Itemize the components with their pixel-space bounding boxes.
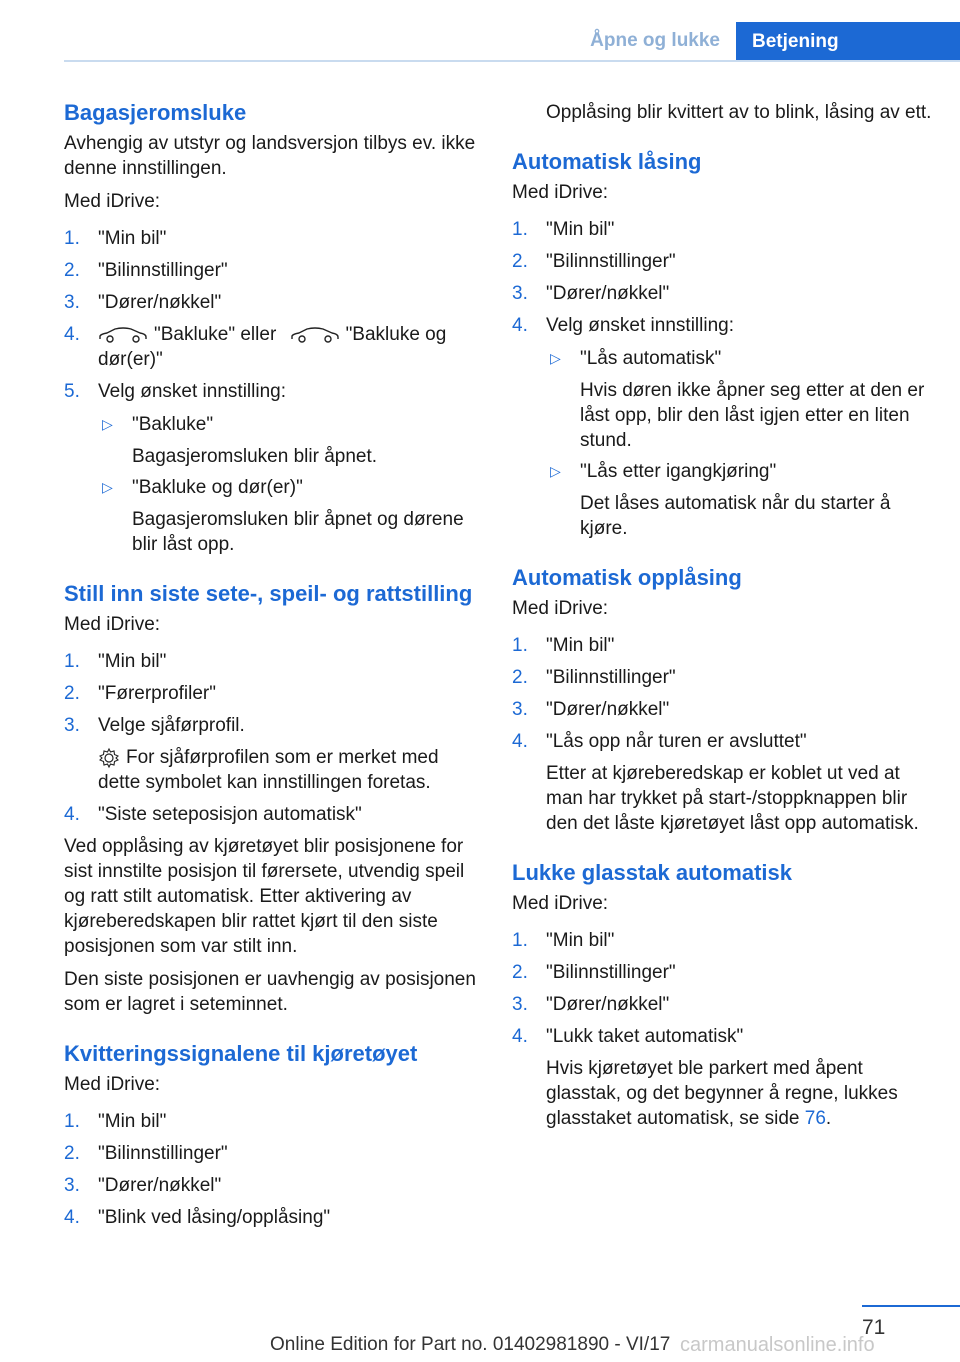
list-item: 4. "Lukk taket automatisk" Hvis kjøretøyet ble parkert med åpent glasstak, og det begynner å regne, lukkes glasstaket automatisk, se side 76. [512, 1026, 898, 1129]
sub-list [98, 412, 482, 557]
list-item: 2. "Bilinnstillinger" [512, 962, 676, 983]
page-link[interactable]: 76 [804, 1108, 826, 1129]
edition-text: Online Edition for Part no. 01402981890 - VI/17 [270, 1334, 671, 1355]
footer-rule [862, 1305, 960, 1307]
steps-list [64, 226, 482, 557]
list-item: 2. "Bilinnstillinger" [512, 667, 676, 688]
heading-lukke-glasstak: Lukke glasstak automatisk [512, 860, 793, 885]
gear-icon [98, 747, 120, 769]
list-item: 4. "Bakluke" eller "Bakluke og dør(er)" [64, 324, 447, 370]
list-item: 1. "Min bil" [64, 228, 167, 249]
list-item: 1. "Min bil" [512, 930, 615, 951]
list-item: 4. "Blink ved låsing/opplåsing" [64, 1207, 331, 1228]
triangle-bullet-icon: ▷ [102, 479, 113, 495]
left-column [64, 100, 482, 1237]
list-item: 3. Velge sjåførprofil. For sjåførprofilen som er merket med dette symbolet kan innstillingen foretas. [64, 713, 482, 795]
list-item: 3. "Dører/nøkkel" [64, 292, 222, 313]
sub-item: ▷ "Bakluke og dør(er)" Bagasjeromsluken blir åpnet og dørene blir låst opp. [102, 477, 464, 555]
list-item: 5. Velg ønsket innstilling: ▷ "Bakluke" Bagasjeromsluken blir åpnet. ▷ "Bakluke og dør(er)" Bagasjeromsluken blir åpnet og dørene blir låst opp. [64, 379, 482, 557]
paragraph: Ved opplåsing av kjøretøyet blir posisjonene for sist innstilte posisjon til førersete, utvendig speil og ratt stilt automatisk. Etter aktivering av kjøreberedskapen blir rattet kjørt til den siste posisjonen som var stilt inn. [64, 836, 465, 957]
sub-item: ▷ "Lås etter igangkjøring" Det låses automatisk når du starter å kjøre. [550, 461, 891, 539]
header-tab: Betjening [736, 22, 960, 60]
steps-list [512, 633, 932, 836]
list-item: 4. Velg ønsket innstilling: ▷ "Lås automatisk" Hvis døren ikke åpner seg etter at den er låst opp, blir den låst igjen etter en liten stund. ▷ "Lås etter igangkjøring" Det låses automatisk når du starter å kjøre. [512, 313, 932, 541]
page-header [0, 0, 960, 62]
car-trunk-doors-icon [290, 326, 340, 344]
med-idrive: Med iDrive: [512, 182, 609, 203]
list-item: 1. "Min bil" [64, 1111, 167, 1132]
list-item: 3. "Dører/nøkkel" [512, 994, 670, 1015]
steps-list [64, 649, 482, 827]
med-idrive: Med iDrive: [64, 614, 161, 635]
list-item: 2. "Bilinnstillinger" [64, 260, 228, 281]
list-item: 3. "Dører/nøkkel" [512, 283, 670, 304]
header-section: Åpne og lukke [590, 30, 720, 51]
list-item: 1. "Min bil" [512, 219, 615, 240]
triangle-bullet-icon: ▷ [550, 350, 561, 366]
header-rule [64, 60, 960, 62]
list-item: 1. "Min bil" [64, 651, 167, 672]
med-idrive: Med iDrive: [512, 598, 609, 619]
med-idrive: Med iDrive: [64, 1074, 161, 1095]
triangle-bullet-icon: ▷ [102, 416, 113, 432]
heading-automatisk-lasing: Automatisk låsing [512, 149, 702, 174]
note: For sjåførprofilen som er merket med dette symbolet kan innstillingen foretas. [98, 747, 439, 793]
right-column [512, 100, 932, 1138]
sub-item: ▷ "Lås automatisk" Hvis døren ikke åpner seg etter at den er låst opp, blir den låst igjen etter en liten stund. [550, 348, 925, 451]
list-item: 4. "Lås opp når turen er avsluttet" Etter at kjøreberedskap er koblet ut ved at man har trykket på start-/stoppknappen blir den det låste kjøretøyet låst opp automatisk. [512, 731, 919, 834]
med-idrive: Med iDrive: [64, 191, 161, 212]
paragraph: Den siste posisjonen er uavhengig av posisjonen som er lagret i seteminnet. [64, 969, 476, 1015]
car-trunk-icon [98, 326, 148, 344]
watermark: carmanualsonline.info [680, 1334, 875, 1356]
list-item: 4. "Siste seteposisjon automatisk" [64, 804, 362, 825]
sub-list [546, 346, 932, 541]
sub-item: ▷ "Bakluke" Bagasjeromsluken blir åpnet. [102, 414, 378, 467]
heading-bagasjeromsluke: Bagasjeromsluke [64, 100, 247, 125]
list-item: 2. "Bilinnstillinger" [64, 1143, 228, 1164]
heading-kvittering: Kvitteringssignalene til kjøretøyet [64, 1041, 418, 1066]
continued-text: Opplåsing blir kvittert av to blink, låsing av ett. [546, 102, 932, 123]
list-item: 1. "Min bil" [512, 635, 615, 656]
steps-list [64, 1109, 482, 1230]
steps-list [512, 217, 932, 541]
page-number: 71 [862, 1316, 886, 1339]
triangle-bullet-icon: ▷ [550, 463, 561, 479]
heading-automatisk-opplasing: Automatisk opplåsing [512, 565, 742, 590]
list-item: 3. "Dører/nøkkel" [512, 699, 670, 720]
list-item: 2. "Førerprofiler" [64, 683, 216, 704]
list-item: 3. "Dører/nøkkel" [64, 1175, 222, 1196]
steps-list [512, 928, 932, 1131]
heading-still-inn: Still inn siste sete-, speil- og rattstilling [64, 581, 473, 606]
list-item: 2. "Bilinnstillinger" [512, 251, 676, 272]
med-idrive: Med iDrive: [512, 893, 609, 914]
intro-text: Avhengig av utstyr og landsversjon tilbys ev. ikke denne innstillingen. [64, 133, 476, 179]
